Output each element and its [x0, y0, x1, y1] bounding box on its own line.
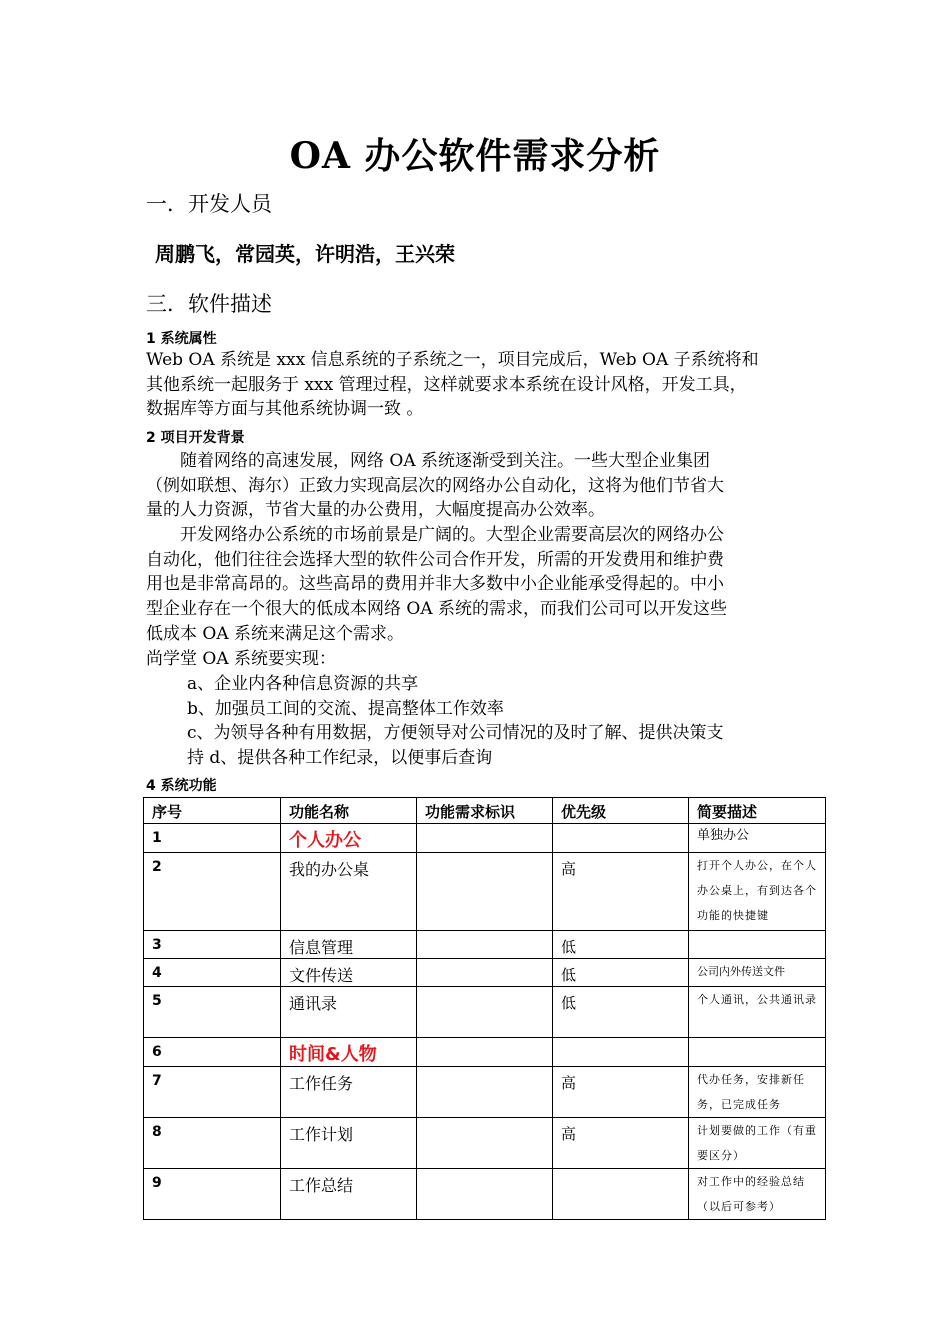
cell-function-name: 工作计划 — [281, 1118, 417, 1169]
cell-number: 4 — [144, 959, 281, 987]
cell-function-name: 通讯录 — [281, 987, 417, 1038]
paragraph-system-attributes — [146, 348, 816, 422]
cell-number: 5 — [144, 987, 281, 1038]
cell-description: 个人通讯，公共通讯录 — [689, 987, 826, 1038]
cell-function-name: 文件传送 — [281, 959, 417, 987]
goals-intro: 尚学堂 OA 系统要实现： — [146, 648, 337, 669]
table-header-row — [144, 798, 826, 824]
paragraph-background-1 — [146, 449, 816, 523]
cell-function-name: 时间&人物 — [281, 1038, 417, 1067]
cell-priority: 低 — [553, 931, 689, 959]
cell-requirement-id — [417, 1038, 553, 1067]
cell-priority: 高 — [553, 853, 689, 931]
cell-requirement-id — [417, 931, 553, 959]
section-heading-developers: 一．开发人员 — [146, 192, 272, 216]
text-line: 量的人力资源，节省大量的办公费用，大幅度提高办公效率。 — [146, 500, 605, 521]
functions-table — [143, 797, 826, 1220]
table-row — [144, 1118, 826, 1169]
text-line: 数据库等方面与其他系统协调一致 。 — [146, 399, 424, 420]
cell-requirement-id — [417, 824, 553, 853]
developer-names: 周鹏飞，常园英，许明浩，王兴荣 — [155, 242, 455, 266]
cell-priority: 高 — [553, 1067, 689, 1118]
text-line: 用也是非常高昂的。这些高昂的费用并非大多数中小企业能承受得起的。中小 — [146, 574, 724, 595]
cell-number: 3 — [144, 931, 281, 959]
section-heading-software-description: 三．软件描述 — [146, 292, 272, 316]
cell-requirement-id — [417, 1067, 553, 1118]
cell-requirement-id — [417, 987, 553, 1038]
cell-description: 代办任务，安排新任务，已完成任务 — [689, 1067, 826, 1118]
subheading-system-attributes: 1 系统属性 — [146, 331, 217, 347]
cell-description: 单独办公 — [689, 824, 826, 853]
list-item: 持 d、提供各种工作纪录，以便事后查询 — [187, 748, 493, 769]
document-title: OA 办公软件需求分析 — [289, 135, 661, 177]
cell-requirement-id — [417, 1169, 553, 1220]
column-header-priority: 优先级 — [553, 798, 689, 824]
cell-priority: 高 — [553, 1118, 689, 1169]
cell-number: 6 — [144, 1038, 281, 1067]
cell-priority — [553, 1038, 689, 1067]
cell-number: 8 — [144, 1118, 281, 1169]
cell-number: 2 — [144, 853, 281, 931]
goals-list — [187, 672, 827, 771]
column-header-description: 简要描述 — [689, 798, 826, 824]
text-line: 低成本 OA 系统来满足这个需求。 — [146, 623, 405, 644]
table-row — [144, 1067, 826, 1118]
cell-priority: 低 — [553, 959, 689, 987]
cell-number: 7 — [144, 1067, 281, 1118]
cell-function-name: 工作任务 — [281, 1067, 417, 1118]
cell-function-name: 信息管理 — [281, 931, 417, 959]
text-line: 开发网络办公系统的市场前景是广阔的。大型企业需要高层次的网络办公 — [180, 525, 724, 545]
cell-number: 9 — [144, 1169, 281, 1220]
table-row — [144, 853, 826, 931]
text-line: （例如联想、海尔）正致力实现高层次的网络办公自动化，这将为他们节省大 — [146, 475, 724, 496]
table-row — [144, 987, 826, 1038]
cell-priority — [553, 824, 689, 853]
column-header-number: 序号 — [144, 798, 281, 824]
text-line: 自动化，他们往往会选择大型的软件公司合作开发，所需的开发费用和维护费 — [146, 549, 724, 570]
subheading-system-functions: 4 系统功能 — [146, 778, 217, 794]
column-header-function-name: 功能名称 — [281, 798, 417, 824]
text-line: Web OA 系统是 xxx 信息系统的子系统之一，项目完成后，Web OA 子系统将和 — [146, 350, 759, 370]
column-header-requirement-id: 功能需求标识 — [417, 798, 553, 824]
cell-description: 计划要做的工作（有重要区分） — [689, 1118, 826, 1169]
cell-requirement-id — [417, 1118, 553, 1169]
cell-priority — [553, 1169, 689, 1220]
cell-description — [689, 931, 826, 959]
table-row — [144, 959, 826, 987]
table-row — [144, 931, 826, 959]
paragraph-background-2 — [146, 523, 816, 671]
subheading-project-background: 2 项目开发背景 — [146, 430, 245, 446]
list-item: c、为领导各种有用数据，方便领导对公司情况的及时了解、提供决策支 — [187, 723, 724, 744]
list-item: a、企业内各种信息资源的共享 — [187, 674, 419, 694]
table-row — [144, 1038, 826, 1067]
cell-requirement-id — [417, 959, 553, 987]
cell-function-name: 工作总结 — [281, 1169, 417, 1220]
cell-description: 对工作中的经验总结（以后可参考） — [689, 1169, 826, 1220]
cell-priority: 低 — [553, 987, 689, 1038]
cell-description: 打开个人办公，在个人办公桌上，有到达各个功能的快捷键 — [689, 853, 826, 931]
cell-description: 公司内外传送文件 — [689, 959, 826, 987]
text-line: 随着网络的高速发展，网络 OA 系统逐渐受到关注。一些大型企业集团 — [180, 451, 711, 471]
cell-function-name: 我的办公桌 — [281, 853, 417, 931]
cell-number: 1 — [144, 824, 281, 853]
cell-description — [689, 1038, 826, 1067]
table-row — [144, 1169, 826, 1220]
cell-function-name: 个人办公 — [281, 824, 417, 853]
text-line: 型企业存在一个很大的低成本网络 OA 系统的需求，而我们公司可以开发这些 — [146, 599, 728, 620]
table-row — [144, 824, 826, 853]
list-item: b、加强员工间的交流、提高整体工作效率 — [187, 698, 504, 719]
cell-requirement-id — [417, 853, 553, 931]
text-line: 其他系统一起服务于 xxx 管理过程，这样就要求本系统在设计风格，开发工具， — [146, 374, 747, 395]
